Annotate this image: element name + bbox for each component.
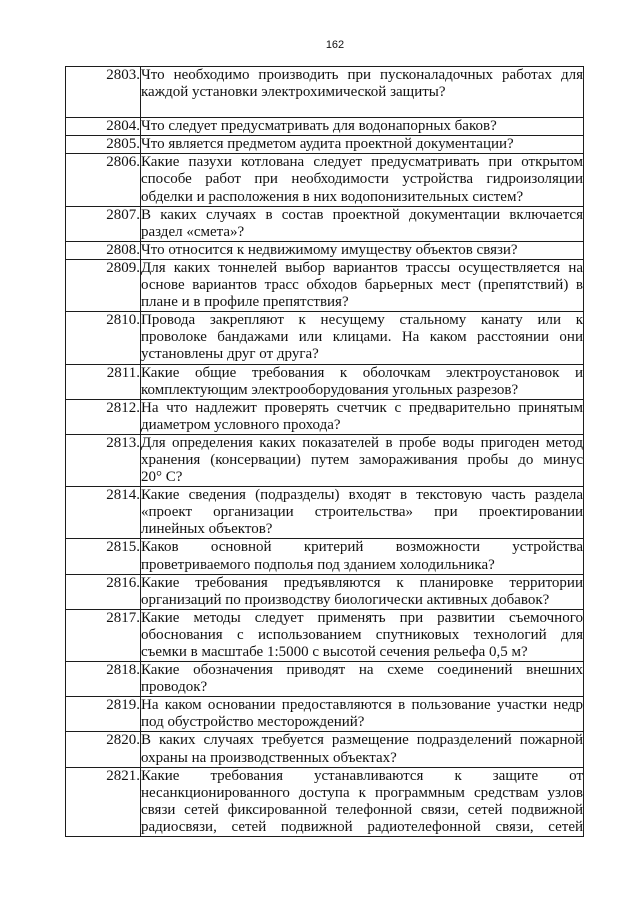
question-line: проветриваемого подполья под зданием холодильника? [141, 556, 495, 573]
question-number: 2812. [66, 399, 141, 434]
table-row [66, 241, 584, 259]
question-line: Какие общие требования к оболочкам электроустановок и [141, 364, 583, 381]
table-row [66, 574, 584, 609]
question-text [141, 399, 584, 434]
question-line: Что следует предусматривать для водонапорных баков? [141, 118, 497, 135]
question-number: 2804. [66, 118, 141, 136]
question-line: На что надлежит проверять счетчик с предварительно принятым [141, 399, 583, 416]
question-line: линейных объектов? [141, 521, 273, 538]
question-text [141, 697, 584, 732]
table-row [66, 312, 584, 364]
question-number: 2806. [66, 154, 141, 206]
question-line: Для определения каких показателей в пробе воды пригоден метод [141, 434, 583, 451]
question-line: проводок? [141, 679, 208, 696]
question-number: 2810. [66, 312, 141, 364]
question-line: Какие пазухи котлована следует предусматривать при открытом [141, 154, 583, 171]
question-line: хранения (консервации) путем замораживания пробы до минус [141, 451, 583, 468]
question-line: Какие требования устанавливаются к защите от [141, 767, 583, 784]
table-row [66, 697, 584, 732]
question-line: под обустройство месторождений? [141, 714, 365, 731]
question-line: обоснования с использованием спутниковых технологий для [141, 626, 583, 643]
question-line: Какие методы следует применять при развитии съемочного [141, 609, 583, 626]
table-row [66, 767, 584, 836]
question-line: каждой установки электрохимической защиты? [141, 84, 446, 101]
table-row [66, 154, 584, 206]
question-text [141, 662, 584, 697]
question-line: Что необходимо производить при пусконаладочных работах для [141, 67, 583, 83]
question-number: 2813. [66, 434, 141, 486]
question-text [141, 154, 584, 206]
question-number: 2816. [66, 574, 141, 609]
question-line: Какие сведения (подразделы) входят в текстовую часть раздела [141, 487, 583, 504]
page-number: 162 [325, 39, 345, 51]
question-line: проволоке бандажами или клицами. На каком расстоянии они [141, 329, 583, 346]
question-number: 2811. [66, 364, 141, 399]
question-number: 2814. [66, 487, 141, 539]
question-text [141, 241, 584, 259]
question-number: 2817. [66, 609, 141, 661]
question-text [141, 732, 584, 767]
question-number: 2820. [66, 732, 141, 767]
question-line: охраны на производственных объектах? [141, 749, 397, 766]
question-line: «проект организации строительства» при проектировании [141, 504, 583, 521]
question-text [141, 67, 584, 118]
table-row [66, 539, 584, 574]
question-line: Что является предметом аудита проектной документации? [141, 136, 514, 153]
question-text [141, 118, 584, 136]
table-row [66, 136, 584, 154]
question-line: Провода закрепляют к несущему стальному канату или к [141, 312, 583, 329]
question-text [141, 767, 584, 836]
question-text [141, 259, 584, 311]
question-line: На каком основании предоставляются в пользование участки недр [141, 697, 583, 714]
question-line: Какие требования предъявляются к планировке территории [141, 574, 583, 591]
question-line: связи сетей фиксированной телефонной связи, сетей подвижной [141, 801, 583, 818]
questions-table [65, 66, 584, 837]
question-line: Каков основной критерий возможности устройства [141, 539, 583, 556]
question-number: 2821. [66, 767, 141, 836]
question-text [141, 136, 584, 154]
question-number: 2819. [66, 697, 141, 732]
question-number: 2808. [66, 241, 141, 259]
table-row [66, 662, 584, 697]
question-line: обделки и расположения в них водопонизительных систем? [141, 188, 524, 205]
question-number: 2807. [66, 206, 141, 241]
questions-table-body [66, 67, 584, 837]
table-row [66, 487, 584, 539]
table-row [66, 67, 584, 118]
question-line: раздел «смета»? [141, 223, 245, 240]
question-text [141, 609, 584, 661]
table-row [66, 434, 584, 486]
table-row [66, 399, 584, 434]
question-text [141, 487, 584, 539]
question-line: установлены друг от друга? [141, 346, 319, 363]
table-row [66, 206, 584, 241]
question-line: способе работ при необходимости устройства гидроизоляции [141, 171, 583, 188]
question-line: В каких случаях требуется размещение подразделений пожарной [141, 732, 583, 749]
question-number: 2818. [66, 662, 141, 697]
question-line: Какие обозначения приводят на схеме соединений внешних [141, 662, 583, 679]
question-line: Что относится к недвижимому имуществу объектов связи? [141, 241, 518, 258]
question-text [141, 312, 584, 364]
table-row [66, 609, 584, 661]
table-row [66, 259, 584, 311]
question-text [141, 206, 584, 241]
question-text [141, 539, 584, 574]
table-row [66, 732, 584, 767]
question-line: организаций по производству биологически активных добавок? [141, 591, 550, 608]
question-line: Для каких тоннелей выбор вариантов трассы осуществляется на [141, 259, 583, 276]
question-line: радиосвязи, сетей подвижной радиотелефонной связи, сетей [141, 818, 583, 835]
question-number: 2809. [66, 259, 141, 311]
question-number: 2803. [66, 67, 141, 118]
question-number: 2805. [66, 136, 141, 154]
question-line: 20° С? [141, 469, 183, 486]
question-line: несанкционированного доступа к программным средствам узлов [141, 784, 583, 801]
question-text [141, 364, 584, 399]
question-text [141, 574, 584, 609]
table-row [66, 118, 584, 136]
question-line: В каких случаях в состав проектной документации включается [141, 206, 583, 223]
question-line: основе вариантов трасс обходов барьерных мест (препятствий) в [141, 277, 583, 294]
question-line: диаметром условного прохода? [141, 416, 341, 433]
question-line: комплектующим электрооборудования угольных разрезов? [141, 381, 519, 398]
question-line: плане и в профиле препятствия? [141, 294, 349, 311]
question-text [141, 434, 584, 486]
table-row [66, 364, 584, 399]
question-number: 2815. [66, 539, 141, 574]
question-line: съемки в масштабе 1:5000 с высотой сечения рельефа 0,5 м? [141, 644, 528, 660]
